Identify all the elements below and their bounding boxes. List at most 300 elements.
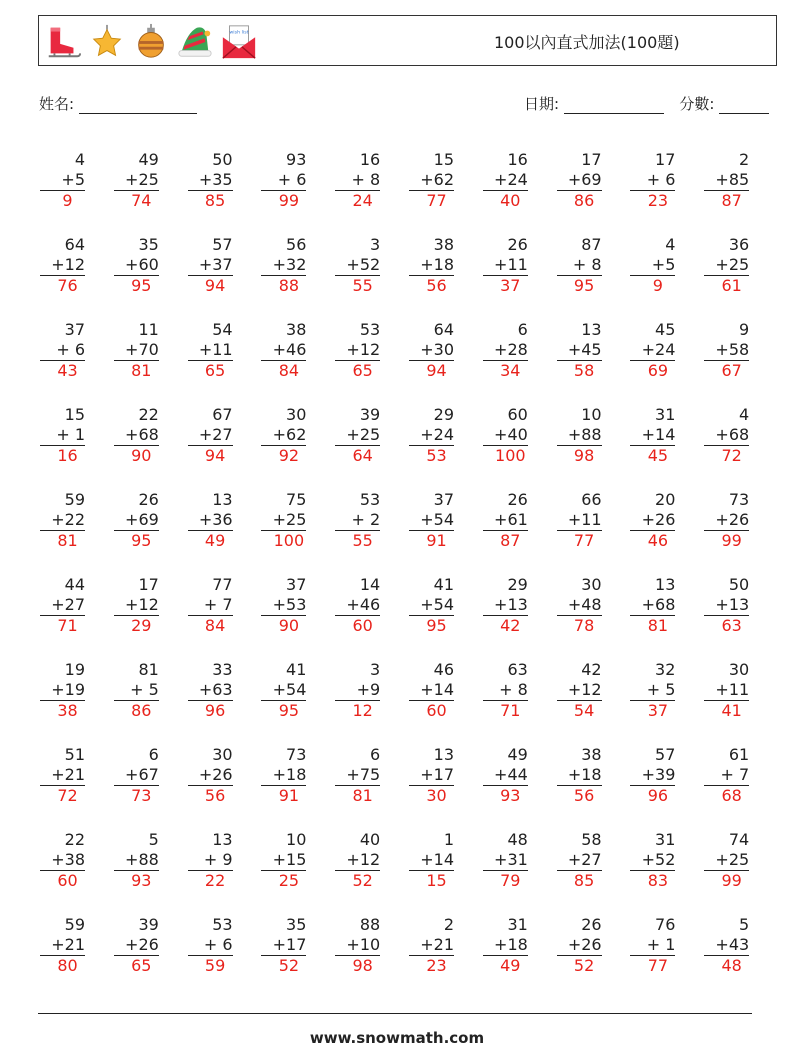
addition-problem <box>188 320 233 381</box>
answer: 48 <box>721 956 742 975</box>
score-label: 分數: <box>679 95 715 113</box>
addition-problem <box>261 915 306 976</box>
answer: 65 <box>204 361 226 380</box>
score-blank[interactable] <box>719 99 769 114</box>
top-number: 87 <box>581 235 602 254</box>
addend-line: +70 <box>114 340 159 361</box>
top-number: 29 <box>433 405 454 424</box>
addend-line: +43 <box>704 935 749 956</box>
top-number: 30 <box>212 745 233 764</box>
addend-line: +38 <box>40 850 85 871</box>
top-number: 22 <box>64 830 85 849</box>
addend-line: +24 <box>409 425 454 446</box>
top-number: 38 <box>433 235 454 254</box>
top-number: 64 <box>64 235 85 254</box>
top-number: 64 <box>433 320 454 339</box>
addition-problem <box>409 490 454 551</box>
top-number: 38 <box>581 745 602 764</box>
addition-problem <box>261 575 306 636</box>
addition-problem <box>704 915 749 976</box>
answer: 65 <box>352 361 373 380</box>
addition-problem <box>335 320 380 381</box>
addend-line: +44 <box>483 765 528 786</box>
top-number: 9 <box>739 320 750 339</box>
addition-problem <box>40 150 85 211</box>
top-number: 48 <box>507 830 528 849</box>
addition-problem <box>409 235 454 296</box>
addend-line: +21 <box>40 935 85 956</box>
top-number: 30 <box>728 660 750 679</box>
answer: 9 <box>652 276 663 295</box>
addend-line: +27 <box>40 595 85 616</box>
top-number: 26 <box>138 490 159 509</box>
footer-divider <box>38 1013 752 1014</box>
addend-line: +69 <box>114 510 159 531</box>
top-number: 2 <box>739 150 750 169</box>
addition-problem <box>483 320 528 381</box>
addition-problem <box>704 405 749 466</box>
addition-problem <box>188 915 233 976</box>
answer: 95 <box>278 701 300 720</box>
wish-list-envelope-icon <box>220 23 258 61</box>
addend-line: +25 <box>335 425 380 446</box>
top-number: 36 <box>728 235 750 254</box>
top-number: 66 <box>581 490 602 509</box>
top-number: 88 <box>359 915 381 934</box>
answer: 76 <box>57 276 78 295</box>
answer: 71 <box>500 701 521 720</box>
addition-problem <box>704 575 749 636</box>
answer: 25 <box>278 871 300 890</box>
top-number: 50 <box>728 575 750 594</box>
addition-problem <box>409 830 454 891</box>
top-number: 53 <box>212 915 233 934</box>
addend-line: +27 <box>557 850 602 871</box>
top-number: 30 <box>581 575 602 594</box>
addition-problem <box>704 320 749 381</box>
answer: 91 <box>426 531 447 550</box>
top-number: 31 <box>655 830 676 849</box>
addend-line: +17 <box>261 935 306 956</box>
addition-problem <box>335 830 380 891</box>
top-number: 2 <box>443 915 454 934</box>
addend-line: +62 <box>261 425 306 446</box>
addend-line: + 9 <box>188 850 233 871</box>
addition-problem <box>114 830 159 891</box>
answer: 68 <box>721 786 742 805</box>
addition-problem <box>630 405 675 466</box>
top-number: 31 <box>507 915 528 934</box>
addend-line: +27 <box>188 425 233 446</box>
addition-problem <box>114 490 159 551</box>
top-number: 45 <box>655 320 676 339</box>
answer: 77 <box>426 191 447 210</box>
top-number: 81 <box>138 660 159 679</box>
addend-line: +32 <box>261 255 306 276</box>
addend-line: + 6 <box>188 935 233 956</box>
addition-problem <box>261 745 306 806</box>
answer: 58 <box>573 361 595 380</box>
answer: 56 <box>426 276 447 295</box>
addend-line: +10 <box>335 935 380 956</box>
addition-problem <box>335 235 380 296</box>
addition-problem <box>188 660 233 721</box>
addition-problem <box>114 745 159 806</box>
addend-line: +18 <box>483 935 528 956</box>
addition-problem <box>188 830 233 891</box>
addend-line: +11 <box>188 340 233 361</box>
date-blank[interactable] <box>564 99 664 114</box>
addition-problem <box>483 915 528 976</box>
addition-problem <box>630 150 675 211</box>
top-number: 41 <box>286 660 307 679</box>
answer: 45 <box>647 446 669 465</box>
addend-line: +18 <box>409 255 454 276</box>
answer: 93 <box>131 871 152 890</box>
addend-line: +12 <box>40 255 85 276</box>
addition-problem <box>409 745 454 806</box>
answer: 80 <box>57 956 78 975</box>
answer: 84 <box>204 616 226 635</box>
addend-line: +18 <box>261 765 306 786</box>
addition-problem <box>188 745 233 806</box>
addend-line: + 1 <box>40 425 85 446</box>
top-number: 13 <box>433 745 454 764</box>
addition-problem <box>40 320 85 381</box>
answer: 23 <box>647 191 669 210</box>
top-number: 35 <box>138 235 159 254</box>
addend-line: +12 <box>335 340 380 361</box>
top-number: 17 <box>138 575 159 594</box>
addend-line: +21 <box>40 765 85 786</box>
addend-line: +24 <box>483 170 528 191</box>
answer: 81 <box>57 531 78 550</box>
addition-problem <box>630 745 675 806</box>
answer: 52 <box>278 956 300 975</box>
addition-problem <box>557 575 602 636</box>
answer: 38 <box>57 701 78 720</box>
answer: 53 <box>426 446 447 465</box>
answer: 42 <box>500 616 521 635</box>
addition-problem <box>261 490 306 551</box>
addend-line: +11 <box>483 255 528 276</box>
top-number: 73 <box>286 745 307 764</box>
answer: 87 <box>500 531 521 550</box>
answer: 63 <box>721 616 742 635</box>
answer: 87 <box>721 191 742 210</box>
answer: 56 <box>573 786 595 805</box>
answer: 79 <box>500 871 521 890</box>
addend-line: +68 <box>630 595 675 616</box>
top-number: 22 <box>138 405 159 424</box>
worksheet-title: 100以內直式加法(100題) <box>494 33 680 52</box>
answer: 86 <box>131 701 152 720</box>
addend-line: +68 <box>114 425 159 446</box>
answer: 16 <box>57 446 78 465</box>
answer: 61 <box>721 276 742 295</box>
addition-problem <box>704 490 749 551</box>
addend-line: +53 <box>261 595 306 616</box>
addend-line: +9 <box>335 680 380 701</box>
top-number: 93 <box>286 150 307 169</box>
addition-problem <box>188 490 233 551</box>
addition-problem <box>114 915 159 976</box>
top-number: 44 <box>64 575 85 594</box>
answer: 71 <box>57 616 78 635</box>
answer: 92 <box>278 446 300 465</box>
addend-line: +28 <box>483 340 528 361</box>
addend-line: +45 <box>557 340 602 361</box>
addend-line: +14 <box>630 425 675 446</box>
answer: 9 <box>62 191 73 210</box>
addition-problem <box>483 575 528 636</box>
addition-problem <box>557 915 602 976</box>
addend-line: +11 <box>557 510 602 531</box>
top-number: 26 <box>507 490 528 509</box>
addend-line: +36 <box>188 510 233 531</box>
answer: 100 <box>273 531 305 550</box>
addition-problem <box>704 830 749 891</box>
top-number: 60 <box>507 405 528 424</box>
top-number: 17 <box>581 150 602 169</box>
answer: 85 <box>573 871 595 890</box>
footer-website: www.snowmath.com <box>309 1029 485 1047</box>
addition-problem <box>335 745 380 806</box>
name-label: 姓名: <box>39 95 75 113</box>
addend-line: +22 <box>40 510 85 531</box>
addition-problem <box>557 490 602 551</box>
addend-line: +54 <box>261 680 306 701</box>
answer: 59 <box>204 956 226 975</box>
top-number: 19 <box>64 660 85 679</box>
top-number: 5 <box>739 915 750 934</box>
answer: 60 <box>352 616 373 635</box>
addend-line: +68 <box>704 425 749 446</box>
answer: 37 <box>647 701 669 720</box>
addition-problem <box>40 490 85 551</box>
top-number: 20 <box>655 490 676 509</box>
top-number: 46 <box>433 660 454 679</box>
addend-line: +46 <box>261 340 306 361</box>
addition-problem <box>483 660 528 721</box>
addition-problem <box>261 830 306 891</box>
answer: 72 <box>57 786 78 805</box>
top-number: 13 <box>655 575 676 594</box>
top-number: 39 <box>138 915 159 934</box>
addition-problem <box>40 915 85 976</box>
addition-problem <box>557 150 602 211</box>
addend-line: +12 <box>114 595 159 616</box>
top-number: 15 <box>433 150 454 169</box>
addend-line: +26 <box>704 510 749 531</box>
top-number: 58 <box>581 830 602 849</box>
addition-problem <box>630 830 675 891</box>
answer: 94 <box>204 276 226 295</box>
addition-problem <box>261 235 306 296</box>
answer: 96 <box>647 786 669 805</box>
answer: 55 <box>352 531 373 550</box>
addition-problem <box>40 660 85 721</box>
addition-problem <box>557 745 602 806</box>
addend-line: +21 <box>409 935 454 956</box>
addition-problem <box>557 830 602 891</box>
addition-problem <box>704 150 749 211</box>
top-number: 16 <box>359 150 381 169</box>
icon-strip <box>44 23 258 61</box>
top-number: 75 <box>286 490 307 509</box>
addend-line: + 6 <box>261 170 306 191</box>
addition-problem <box>704 235 749 296</box>
top-number: 26 <box>581 915 602 934</box>
addend-line: +5 <box>630 255 675 276</box>
top-number: 54 <box>212 320 233 339</box>
addition-problem <box>261 320 306 381</box>
addend-line: + 8 <box>557 255 602 276</box>
top-number: 6 <box>517 320 528 339</box>
top-number: 61 <box>728 745 750 764</box>
addend-line: +25 <box>261 510 306 531</box>
addend-line: +25 <box>704 255 749 276</box>
answer: 95 <box>131 531 152 550</box>
answer: 23 <box>426 956 447 975</box>
addend-line: +63 <box>188 680 233 701</box>
addition-problem <box>483 745 528 806</box>
addend-line: +25 <box>114 170 159 191</box>
top-number: 14 <box>359 575 381 594</box>
addition-problem <box>335 575 380 636</box>
addend-line: + 1 <box>630 935 675 956</box>
addend-line: +15 <box>261 850 306 871</box>
addition-problem <box>188 405 233 466</box>
addend-line: +88 <box>557 425 602 446</box>
answer: 29 <box>131 616 152 635</box>
answer: 98 <box>573 446 595 465</box>
addend-line: + 7 <box>188 595 233 616</box>
answer: 46 <box>647 531 669 550</box>
answer: 60 <box>426 701 447 720</box>
answer: 52 <box>573 956 595 975</box>
addend-line: + 5 <box>114 680 159 701</box>
top-number: 49 <box>507 745 528 764</box>
answer: 95 <box>131 276 152 295</box>
top-number: 13 <box>212 830 233 849</box>
answer: 15 <box>426 871 447 890</box>
top-number: 42 <box>581 660 602 679</box>
answer: 93 <box>500 786 521 805</box>
svg-text:wish list: wish list <box>229 30 249 36</box>
addend-line: +69 <box>557 170 602 191</box>
addend-line: +13 <box>704 595 749 616</box>
top-number: 56 <box>286 235 307 254</box>
top-number: 38 <box>286 320 307 339</box>
addition-problem <box>114 660 159 721</box>
addend-line: +39 <box>630 765 675 786</box>
addition-problem <box>483 150 528 211</box>
addition-problem <box>114 405 159 466</box>
addition-problem <box>409 150 454 211</box>
addend-line: +67 <box>114 765 159 786</box>
answer: 69 <box>647 361 669 380</box>
answer: 41 <box>721 701 742 720</box>
addition-problem <box>630 490 675 551</box>
top-number: 57 <box>212 235 233 254</box>
top-number: 32 <box>655 660 676 679</box>
addend-line: +40 <box>483 425 528 446</box>
addition-problem <box>557 320 602 381</box>
answer: 85 <box>204 191 226 210</box>
answer: 30 <box>426 786 447 805</box>
addend-line: + 7 <box>704 765 749 786</box>
top-number: 15 <box>64 405 85 424</box>
addition-problem <box>40 745 85 806</box>
top-number: 59 <box>64 915 85 934</box>
answer: 34 <box>500 361 521 380</box>
answer: 49 <box>204 531 226 550</box>
addend-line: +14 <box>409 680 454 701</box>
addend-line: +12 <box>557 680 602 701</box>
addition-problem <box>114 320 159 381</box>
top-number: 6 <box>148 745 159 764</box>
answer: 74 <box>131 191 152 210</box>
addition-problem <box>335 405 380 466</box>
answer: 96 <box>204 701 226 720</box>
addend-line: +48 <box>557 595 602 616</box>
top-number: 31 <box>655 405 676 424</box>
addition-problem <box>630 575 675 636</box>
addend-line: +25 <box>704 850 749 871</box>
answer: 55 <box>352 276 373 295</box>
addend-line: + 6 <box>40 340 85 361</box>
answer: 73 <box>131 786 152 805</box>
addition-problem <box>335 915 380 976</box>
top-number: 29 <box>507 575 528 594</box>
addend-line: +75 <box>335 765 380 786</box>
addend-line: + 8 <box>483 680 528 701</box>
name-blank[interactable] <box>79 99 197 114</box>
answer: 99 <box>721 871 742 890</box>
addend-line: +5 <box>40 170 85 191</box>
answer: 52 <box>352 871 373 890</box>
answer: 67 <box>721 361 742 380</box>
addition-problem <box>335 490 380 551</box>
answer: 84 <box>278 361 300 380</box>
top-number: 59 <box>64 490 85 509</box>
addend-line: +26 <box>188 765 233 786</box>
name-field <box>39 93 197 114</box>
answer: 90 <box>278 616 300 635</box>
top-number: 41 <box>433 575 454 594</box>
addend-line: +58 <box>704 340 749 361</box>
answer: 78 <box>573 616 595 635</box>
top-number: 13 <box>212 490 233 509</box>
top-number: 37 <box>286 575 307 594</box>
top-number: 57 <box>655 745 676 764</box>
answer: 99 <box>278 191 300 210</box>
top-number: 50 <box>212 150 233 169</box>
addend-line: +26 <box>557 935 602 956</box>
addition-problem <box>40 235 85 296</box>
top-number: 17 <box>655 150 676 169</box>
addition-problem <box>483 235 528 296</box>
answer: 95 <box>573 276 595 295</box>
addend-line: +31 <box>483 850 528 871</box>
addend-line: +14 <box>409 850 454 871</box>
addition-problem <box>40 830 85 891</box>
addition-problem <box>630 660 675 721</box>
top-number: 10 <box>286 830 307 849</box>
header-box <box>38 15 777 66</box>
answer: 43 <box>57 361 78 380</box>
